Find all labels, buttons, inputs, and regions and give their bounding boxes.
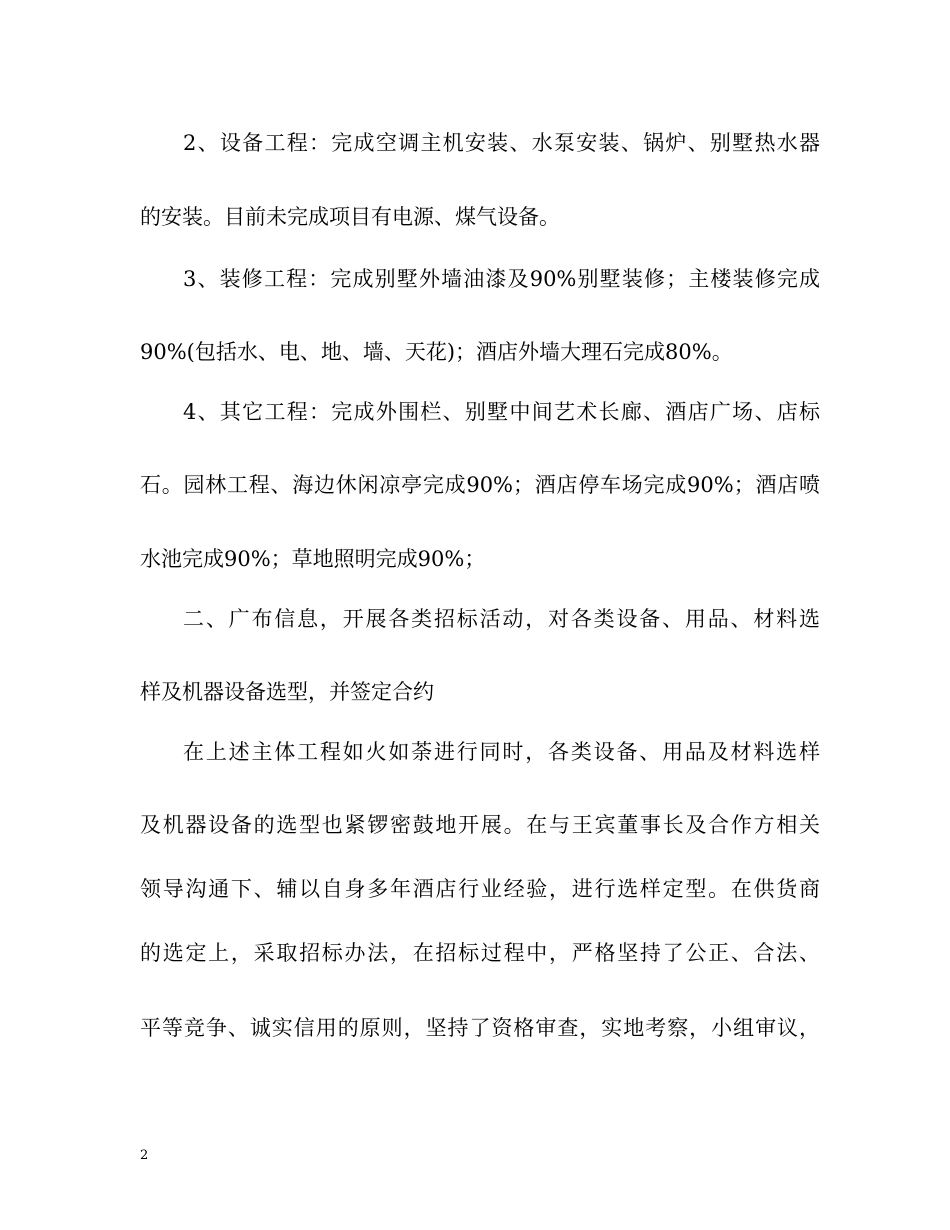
paragraph-line: 在上述主体工程如火如荼进行同时，各类设备、用品及材料选样: [183, 740, 820, 764]
paragraph-line: 石。园林工程、海边休闲凉亭完成90%；酒店停车场完成90%；酒店喷: [140, 473, 820, 497]
paragraph-line: 水池完成90%；草地照明完成90%；: [140, 547, 486, 571]
section-heading-line: 二、广布信息，开展各类招标活动，对各类设备、用品、材料选: [183, 607, 820, 631]
paragraph-line: 3、装修工程：完成别墅外墙油漆及90%别墅装修；主楼装修完成: [183, 267, 820, 291]
paragraph-line: 的选定上，采取招标办法，在招标过程中，严格坚持了公正、合法、: [140, 941, 820, 965]
paragraph-line: 2、设备工程：完成空调主机安装、水泵安装、锅炉、别墅热水器: [183, 131, 820, 155]
paragraph-line: 及机器设备的选型也紧锣密鼓地开展。在与王宾董事长及合作方相关: [140, 813, 820, 837]
paragraph-line: 4、其它工程：完成外围栏、别墅中间艺术长廊、酒店广场、店标: [183, 400, 820, 424]
paragraph-line: 的安装。目前未完成项目有电源、煤气设备。: [140, 205, 560, 229]
paragraph-line: 平等竞争、诚实信用的原则，坚持了资格审查，实地考察，小组审议，: [140, 1016, 820, 1040]
paragraph-line: 90%(包括水、电、地、墙、天花)；酒店外墙大理石完成80%。: [140, 340, 733, 364]
section-heading-line: 样及机器设备选型，并签定合约: [140, 680, 434, 704]
paragraph-line: 领导沟通下、辅以自身多年酒店行业经验，进行选样定型。在供货商: [140, 877, 820, 901]
page-number: 2: [140, 1148, 149, 1163]
